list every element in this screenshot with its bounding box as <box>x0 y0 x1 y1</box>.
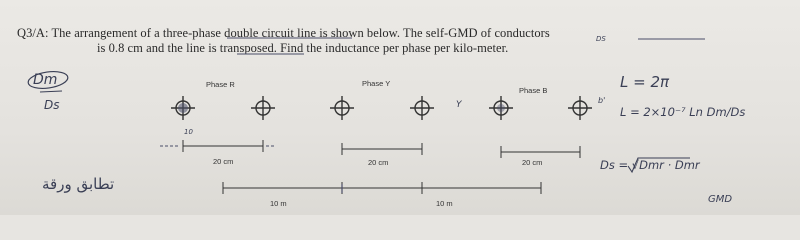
dimension-20cm-2 <box>342 143 422 155</box>
dimension-20cm-1 <box>183 140 263 152</box>
spacing-label-1: 20 cm <box>213 157 234 166</box>
phase-r-label: Phase R <box>206 80 235 89</box>
conductor-y2 <box>410 96 434 120</box>
hand-l-eq2: L = 2×10⁻⁷ Ln Dm/Ds <box>620 105 746 119</box>
hand-arabic-note: تطابق ورقة <box>42 175 115 193</box>
distance-label-1: 10 m <box>270 199 287 208</box>
hand-b-mark: b' <box>598 96 606 105</box>
conductor-y1 <box>330 96 354 120</box>
pen-fraction-dm-ds <box>40 91 62 92</box>
phase-b-label: Phase B <box>519 86 548 95</box>
question-line-2: is 0.8 cm and the line is transposed. Find the inductance per phase per kilo-meter. <box>97 41 509 55</box>
spacing-label-2: 20 cm <box>368 158 389 167</box>
dimension-10m-3 <box>422 182 541 194</box>
conductor-r2 <box>251 96 275 120</box>
phase-y-label: Phase Y <box>362 79 391 88</box>
hand-dm: Dm <box>33 72 58 88</box>
conductor-b2 <box>568 96 592 120</box>
hand-ds-left: Ds <box>44 98 60 112</box>
dimension-20cm-3 <box>501 146 580 158</box>
pen-sqrt-stroke <box>628 158 690 172</box>
hand-ds-above: DS <box>596 35 606 43</box>
hand-gmd-note: GMD <box>708 194 733 205</box>
hand-ten: 10 <box>184 128 193 136</box>
dimension-10m-1 <box>223 182 342 194</box>
pen-mark-b1 <box>497 104 505 112</box>
spacing-label-3: 20 cm <box>522 158 543 167</box>
distance-label-2: 10 m <box>436 199 453 208</box>
question-line-1: Q3/A: The arrangement of a three-phase double circuit line is shown below. The self-GMD of conductors <box>17 26 550 40</box>
pen-mark-r1 <box>178 103 188 113</box>
pen-circle-dm <box>27 69 69 90</box>
hand-y-mark: Y <box>456 100 462 110</box>
dimension-10m-2 <box>342 182 422 194</box>
hand-ds-formula: Ds = √Dmr · Dmr <box>600 158 700 172</box>
hand-l-formula: L = 2π <box>620 73 670 91</box>
